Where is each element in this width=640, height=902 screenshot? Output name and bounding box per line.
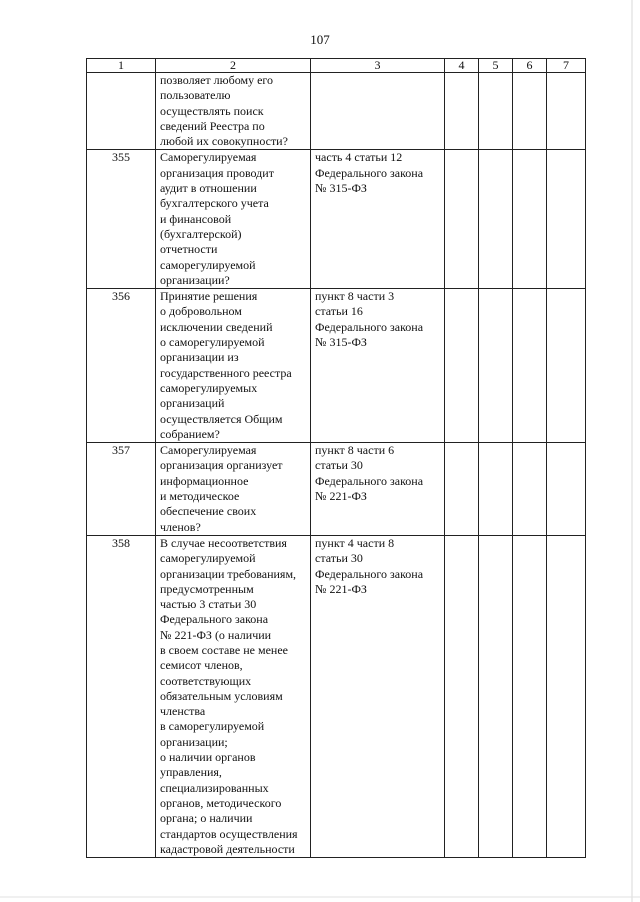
answer-cell: [445, 443, 479, 536]
answer-cell: [547, 73, 586, 150]
answer-cell: [513, 535, 547, 857]
answer-cell: [513, 73, 547, 150]
answer-cell: [547, 289, 586, 443]
question-cell: Саморегулируемая организация организует информационное и методическое обеспечение своих членов?: [156, 443, 311, 536]
question-cell: позволяет любому его пользователю осуществлять поиск сведений Реестра по любой их совокупности?: [156, 73, 311, 150]
column-header: 6: [513, 59, 547, 73]
table-row: [87, 443, 586, 536]
row-number: 356: [87, 289, 156, 443]
answer-cell: [445, 150, 479, 289]
reference-cell: часть 4 статьи 12 Федерального закона № 315-ФЗ: [311, 150, 445, 289]
table-row: [87, 73, 586, 150]
column-header: 1: [87, 59, 156, 73]
question-cell: В случае несоответствия саморегулируемой организации требованиям, предусмотренным частью 3 статьи 30 Федерального закона № 221-ФЗ (о наличии в своем составе не менее семисот членов, соответствующих обязательным условиям членства в саморегулируемой организации; о наличии органов управления, специализированных органов, методического органа; о наличии стандартов осуществления кадастровой деятельности: [156, 535, 311, 857]
answer-cell: [513, 150, 547, 289]
column-header: 5: [479, 59, 513, 73]
row-number: 355: [87, 150, 156, 289]
answer-cell: [479, 289, 513, 443]
answer-cell: [513, 443, 547, 536]
reference-cell: [311, 73, 445, 150]
answer-cell: [479, 535, 513, 857]
column-header: 2: [156, 59, 311, 73]
answer-cell: [513, 289, 547, 443]
answer-cell: [445, 73, 479, 150]
column-header: 4: [445, 59, 479, 73]
answer-cell: [547, 443, 586, 536]
checklist-table: [86, 58, 586, 858]
reference-cell: пункт 8 части 6 статьи 30 Федерального закона № 221-ФЗ: [311, 443, 445, 536]
answer-cell: [479, 73, 513, 150]
row-number: 358: [87, 535, 156, 857]
reference-cell: пункт 4 части 8 статьи 30 Федерального закона № 221-ФЗ: [311, 535, 445, 857]
table-row: [87, 535, 586, 857]
question-cell: Саморегулируемая организация проводит аудит в отношении бухгалтерского учета и финансовой (бухгалтерской) отчетности саморегулируемой организации?: [156, 150, 311, 289]
answer-cell: [547, 150, 586, 289]
answer-cell: [547, 535, 586, 857]
column-header: 7: [547, 59, 586, 73]
column-header: 3: [311, 59, 445, 73]
table-row: [87, 289, 586, 443]
answer-cell: [479, 443, 513, 536]
question-cell: Принятие решения о добровольном исключении сведений о саморегулируемой организации из государственного реестра саморегулируемых организаций осуществляется Общим собранием?: [156, 289, 311, 443]
answer-cell: [479, 150, 513, 289]
row-number: 357: [87, 443, 156, 536]
table-row: [87, 150, 586, 289]
page-number: 107: [310, 32, 330, 47]
reference-cell: пункт 8 части 3 статьи 16 Федерального закона № 315-ФЗ: [311, 289, 445, 443]
answer-cell: [445, 535, 479, 857]
row-number: [87, 73, 156, 150]
header-row: [87, 59, 586, 73]
answer-cell: [445, 289, 479, 443]
